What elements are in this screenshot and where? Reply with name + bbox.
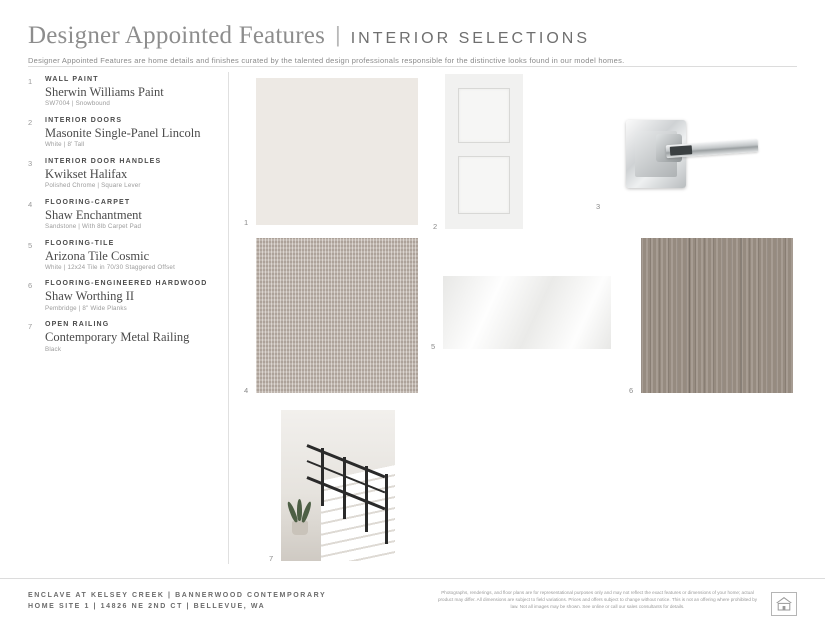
- list-item-number: 1: [28, 77, 33, 86]
- swatch-image-hardwood: [641, 238, 793, 393]
- swatch-number: 1: [244, 218, 249, 227]
- header-divider: [28, 66, 797, 67]
- swatch-hardwood: [629, 238, 793, 395]
- list-item-number: 6: [28, 281, 33, 291]
- list-item-category: WALL PAINT: [45, 76, 99, 83]
- swatch-open-railing: [269, 410, 395, 563]
- page-description: Designer Appointed Features are home details and finishes curated by the talented design professionals responsible for the distinctive looks found in our model homes.: [28, 56, 625, 65]
- list-item-number: 5: [28, 240, 33, 250]
- list-item: [28, 199, 224, 230]
- swatch-image-paint: [256, 78, 418, 225]
- list-item-description: Black: [45, 345, 62, 353]
- list-item: [28, 240, 224, 271]
- list-item: [28, 321, 224, 352]
- list-item-name: Kwikset Halifax: [45, 166, 128, 181]
- list-item-name: Shaw Worthing II: [45, 289, 135, 304]
- swatch-number: 4: [244, 386, 249, 395]
- list-item: [28, 158, 224, 189]
- legal-disclaimer: Photographs, renderings, and floor plans are for representational purposes only and may not reflect the exact features or dimensions of your home; actual product may differ. All dimensions are subject to field variations. Prices and offers subject to change without notice. This is not an offering where prohibited by law. Not all images may be shown. See online or call our sales consultants for details.: [437, 590, 758, 609]
- footer-divider: [0, 578, 825, 579]
- list-item: [28, 117, 224, 148]
- plank-seam: [689, 238, 690, 393]
- swatch-image-railing: [281, 410, 395, 561]
- swatch-image-door: [445, 74, 523, 229]
- list-item-description: Sandstone | With 8lb Carpet Pad: [45, 223, 142, 230]
- title-divider: |: [335, 22, 341, 47]
- list-item-name: Arizona Tile Cosmic: [45, 248, 150, 263]
- list-item-category: INTERIOR DOORS: [45, 116, 123, 124]
- railing-post: [365, 466, 368, 532]
- list-item-category: FLOORING-TILE: [45, 239, 115, 247]
- door-upper-panel: [458, 88, 510, 143]
- swatch-image-handle: [608, 106, 774, 209]
- swatch-number: 7: [269, 554, 274, 563]
- swatch-number: 2: [433, 222, 438, 231]
- list-item-name: Sherwin Williams Paint: [45, 85, 164, 99]
- list-item-category: FLOORING-ENGINEERED HARDWOOD: [45, 280, 208, 288]
- potted-plant: [287, 491, 313, 535]
- page-subtitle-heading: INTERIOR SELECTIONS: [350, 30, 590, 47]
- swatch-wall-paint: [244, 78, 418, 227]
- plant-pot: [292, 521, 308, 535]
- community-name: ENCLAVE AT KELSEY CREEK | BANNERWOOD CONTEMPORARY: [28, 592, 327, 599]
- list-item-name: Masonite Single-Panel Lincoln: [45, 125, 201, 140]
- footer: [28, 592, 326, 614]
- list-item-number: 3: [28, 158, 33, 168]
- swatch-image-carpet: [256, 238, 418, 393]
- swatch-image-tile: [443, 276, 611, 349]
- list-item-number: 7: [28, 322, 33, 332]
- list-item-category: OPEN RAILING: [45, 321, 110, 329]
- list-item-number: 2: [28, 117, 33, 127]
- railing-post: [321, 448, 324, 506]
- swatch-carpet: [244, 238, 418, 395]
- door-lower-panel: [458, 156, 510, 214]
- page-title: Designer Appointed Features: [28, 22, 326, 49]
- list-item-name: Shaw Enchantment: [45, 207, 142, 222]
- list-item-description: SW7004 | Snowbound: [45, 100, 111, 108]
- page-header: [28, 22, 797, 65]
- railing-post: [343, 457, 346, 519]
- swatch-number: 5: [431, 342, 436, 351]
- plank-seam: [741, 238, 742, 393]
- stair-treads: [321, 465, 395, 561]
- list-item-description: White | 12x24 Tile in 70/30 Staggered Offset: [45, 263, 175, 271]
- swatch-tile: [431, 276, 611, 351]
- list-item: [28, 76, 224, 107]
- home-site-address: HOME SITE 1 | 14826 NE 2ND CT | BELLEVUE, WA: [28, 603, 266, 610]
- selections-list: [28, 76, 224, 362]
- list-item-name: Contemporary Metal Railing: [45, 330, 190, 345]
- handle-lever-shadow: [670, 145, 693, 156]
- title-row: [28, 22, 797, 50]
- swatch-door-handle: [596, 106, 774, 211]
- list-item-description: White | 8' Tall: [45, 141, 85, 149]
- list-item: [28, 280, 224, 311]
- plant-leaf: [300, 501, 312, 523]
- list-item-description: Pembridge | 8" Wide Planks: [45, 304, 127, 312]
- swatch-number: 6: [629, 386, 634, 395]
- list-item-description: Polished Chrome | Square Lever: [45, 182, 141, 190]
- list-item-category: FLOORING-CARPET: [45, 198, 131, 206]
- railing-post: [385, 474, 388, 544]
- column-divider: [228, 72, 229, 564]
- swatch-interior-door: [433, 74, 523, 231]
- list-item-number: 4: [28, 199, 33, 209]
- list-item-category: INTERIOR DOOR HANDLES: [45, 157, 162, 165]
- swatch-number: 3: [596, 202, 601, 211]
- equal-housing-opportunity-icon: [771, 592, 797, 616]
